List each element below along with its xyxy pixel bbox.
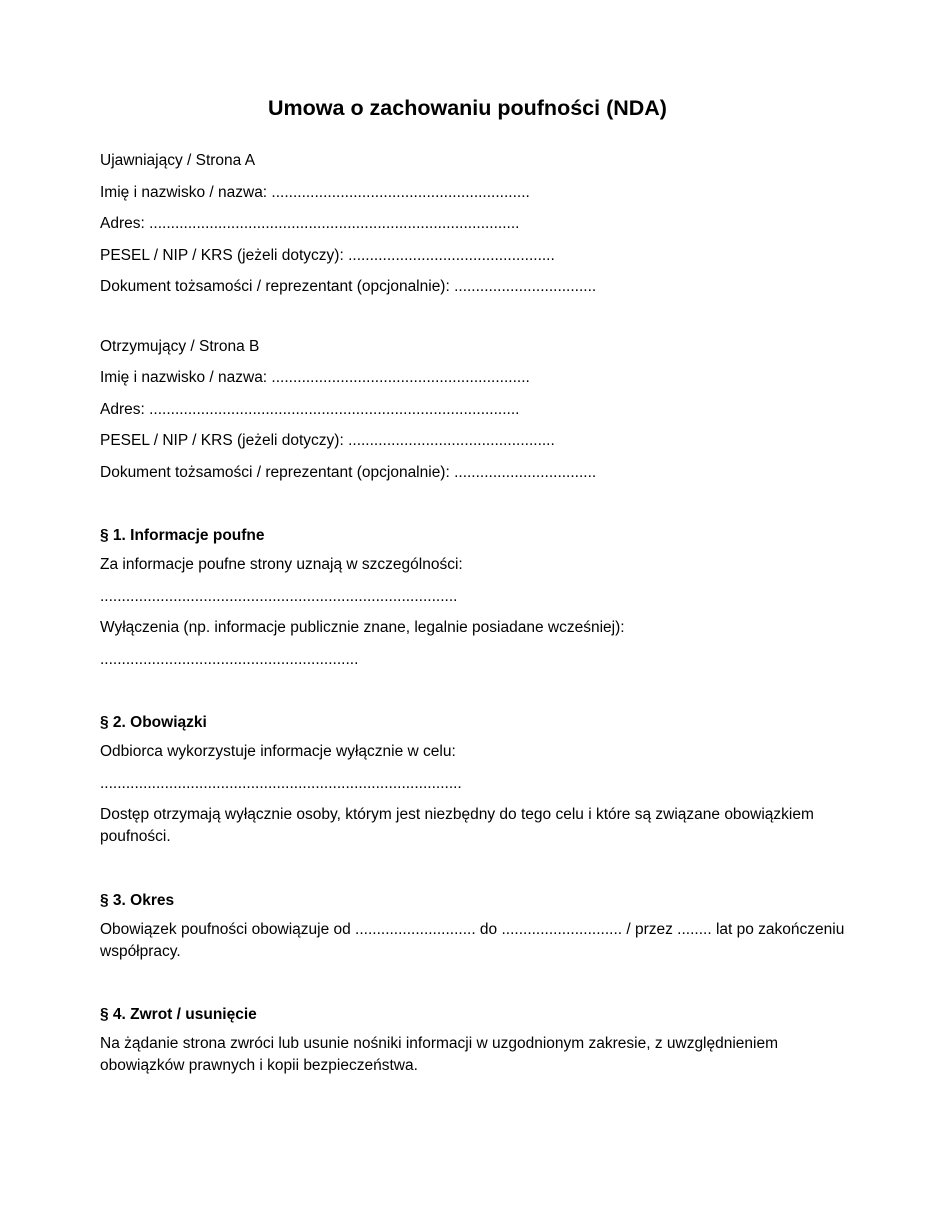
party-a-name-field: Imię i nazwisko / nazwa: ............................................................ bbox=[100, 183, 530, 201]
party-a-header: Ujawniający / Strona A bbox=[100, 152, 256, 169]
section-1-blank-line: ................................................................................... bbox=[100, 587, 458, 605]
section-4-text: Na żądanie strona zwróci lub usunie nośniki informacji w uzgodnionym zakresie, z uwzględnieniem obowiązków prawnych i kopii bezpieczeństwa. bbox=[100, 1035, 779, 1074]
section-3-text: Obowiązek poufności obowiązuje od ............................ do ............................ / przez ........ lat po zakończeniu współpracy. bbox=[100, 920, 845, 960]
section-1-heading: § 1. Informacje poufne bbox=[100, 527, 265, 544]
section-2 bbox=[100, 712, 845, 848]
party-a-address-field: Adres: ...................................................................................... bbox=[100, 215, 520, 232]
section-2-text: Odbiorca wykorzystuje informacje wyłącznie w celu: bbox=[100, 743, 456, 760]
section-4-heading: § 4. Zwrot / usunięcie bbox=[100, 1006, 257, 1023]
section-1-exclusions-text: Wyłączenia (np. informacje publicznie znane, legalnie posiadane wcześniej): bbox=[100, 619, 625, 636]
party-a-block bbox=[100, 150, 845, 298]
document-body bbox=[100, 150, 845, 1087]
section-1 bbox=[100, 525, 845, 671]
section-2-blank-line: .................................................................................... bbox=[100, 774, 462, 792]
section-4 bbox=[100, 1004, 845, 1077]
party-b-document-field: Dokument tożsamości / reprezentant (opcjonalnie): ................................. bbox=[100, 463, 597, 481]
section-1-exclusions-blank: ............................................................ bbox=[100, 650, 359, 668]
section-2-access-text: Dostęp otrzymają wyłącznie osoby, którym jest niezbędny do tego celu i które są związane obowiązkiem poufności. bbox=[100, 806, 814, 845]
party-b-ids-field: PESEL / NIP / KRS (jeżeli dotyczy): ................................................ bbox=[100, 432, 555, 449]
party-b-address-field: Adres: ...................................................................................... bbox=[100, 400, 520, 418]
party-a-document-field: Dokument tożsamości / reprezentant (opcjonalnie): ................................. bbox=[100, 278, 597, 295]
document-title: Umowa o zachowaniu poufności (NDA) bbox=[268, 96, 667, 120]
section-1-text: Za informacje poufne strony uznają w szczególności: bbox=[100, 556, 463, 573]
party-b-header: Otrzymujący / Strona B bbox=[100, 337, 260, 355]
party-b-name-field: Imię i nazwisko / nazwa: ............................................................ bbox=[100, 369, 530, 386]
party-b-block bbox=[100, 336, 845, 484]
section-3 bbox=[100, 890, 845, 963]
section-3-heading: § 3. Okres bbox=[100, 891, 175, 909]
party-a-ids-field: PESEL / NIP / KRS (jeżeli dotyczy): ................................................ bbox=[100, 246, 555, 264]
section-2-heading: § 2. Obowiązki bbox=[100, 714, 207, 731]
